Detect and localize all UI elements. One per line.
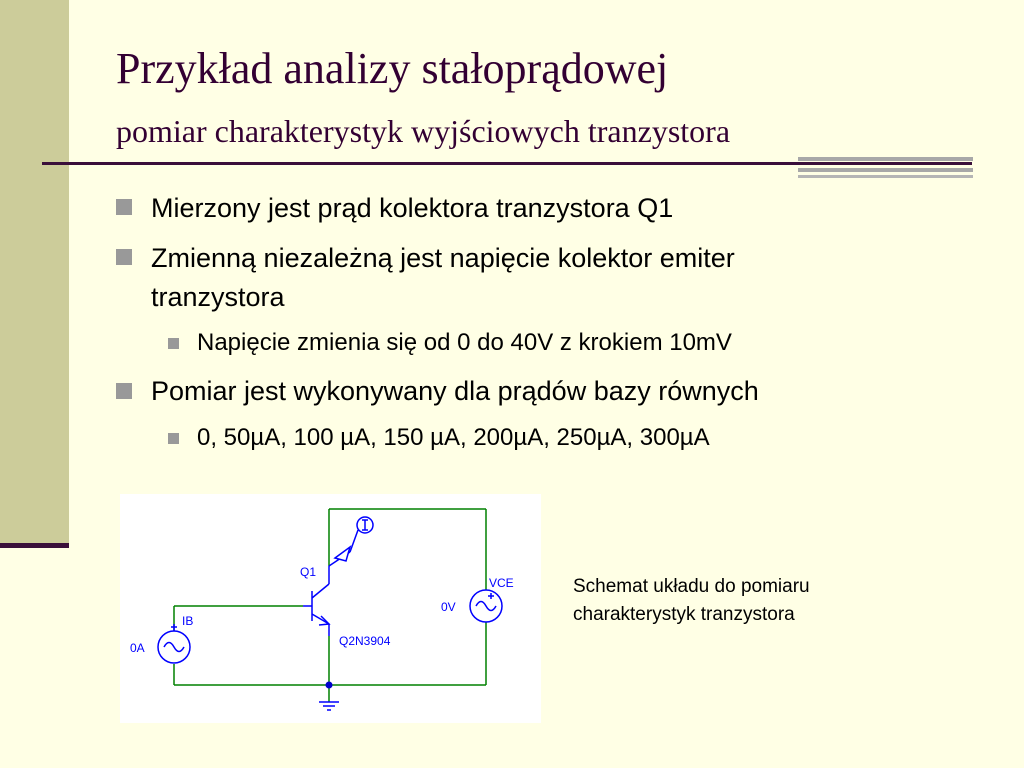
ib-source-label: IB — [182, 614, 194, 628]
slide-subtitle: pomiar charakterystyk wyjściowych tranzystora — [116, 113, 731, 149]
bullet-item-2-line2: tranzystora — [151, 282, 285, 312]
ib-source-icon — [158, 624, 190, 663]
schematic-wires — [174, 509, 486, 702]
sub-bullet-square-icon — [168, 338, 179, 349]
title-divider — [42, 162, 972, 165]
vce-source-icon — [470, 590, 502, 622]
vce-source-value: 0V — [441, 600, 456, 614]
caption-line-1: Schemat układu do pomiaru — [573, 576, 810, 597]
schematic-caption — [573, 573, 903, 629]
bullet-item-1: Mierzony jest prąd kolektora tranzystora Q1 — [151, 193, 674, 223]
current-probe-icon — [329, 517, 373, 566]
junction-node — [326, 682, 333, 689]
vce-source-label: VCE — [489, 576, 514, 590]
bullet-square-icon — [116, 249, 132, 265]
slide-title: Przykład analizy stałoprądowej — [116, 44, 669, 93]
bullet-square-icon — [116, 199, 132, 215]
transistor-model-label: Q2N3904 — [339, 634, 391, 648]
decorative-side-line — [0, 543, 69, 548]
circuit-schematic — [120, 494, 541, 723]
decorative-side-bar — [0, 0, 69, 543]
decorative-rule-grey — [798, 175, 973, 178]
bullet-square-icon — [116, 383, 132, 399]
transistor-ref-label: Q1 — [300, 565, 317, 579]
sub-bullet-item-1: Napięcie zmienia się od 0 do 40V z krokiem 10mV — [197, 329, 732, 356]
sub-bullet-square-icon — [168, 433, 179, 444]
ib-source-value: 0A — [130, 641, 145, 655]
caption-line-2: charakterystyk tranzystora — [573, 604, 795, 625]
decorative-rule-grey — [798, 168, 973, 172]
sub-bullet-item-2: 0, 50µA, 100 µA, 150 µA, 200µA, 250µA, 300µA — [197, 424, 710, 451]
bullet-item-3: Pomiar jest wykonywany dla prądów bazy równych — [151, 376, 759, 406]
ground-icon — [319, 702, 339, 710]
bullet-item-2-line1: Zmienną niezależną jest napięcie kolektor emiter — [151, 243, 735, 273]
decorative-rule-grey — [798, 157, 973, 161]
